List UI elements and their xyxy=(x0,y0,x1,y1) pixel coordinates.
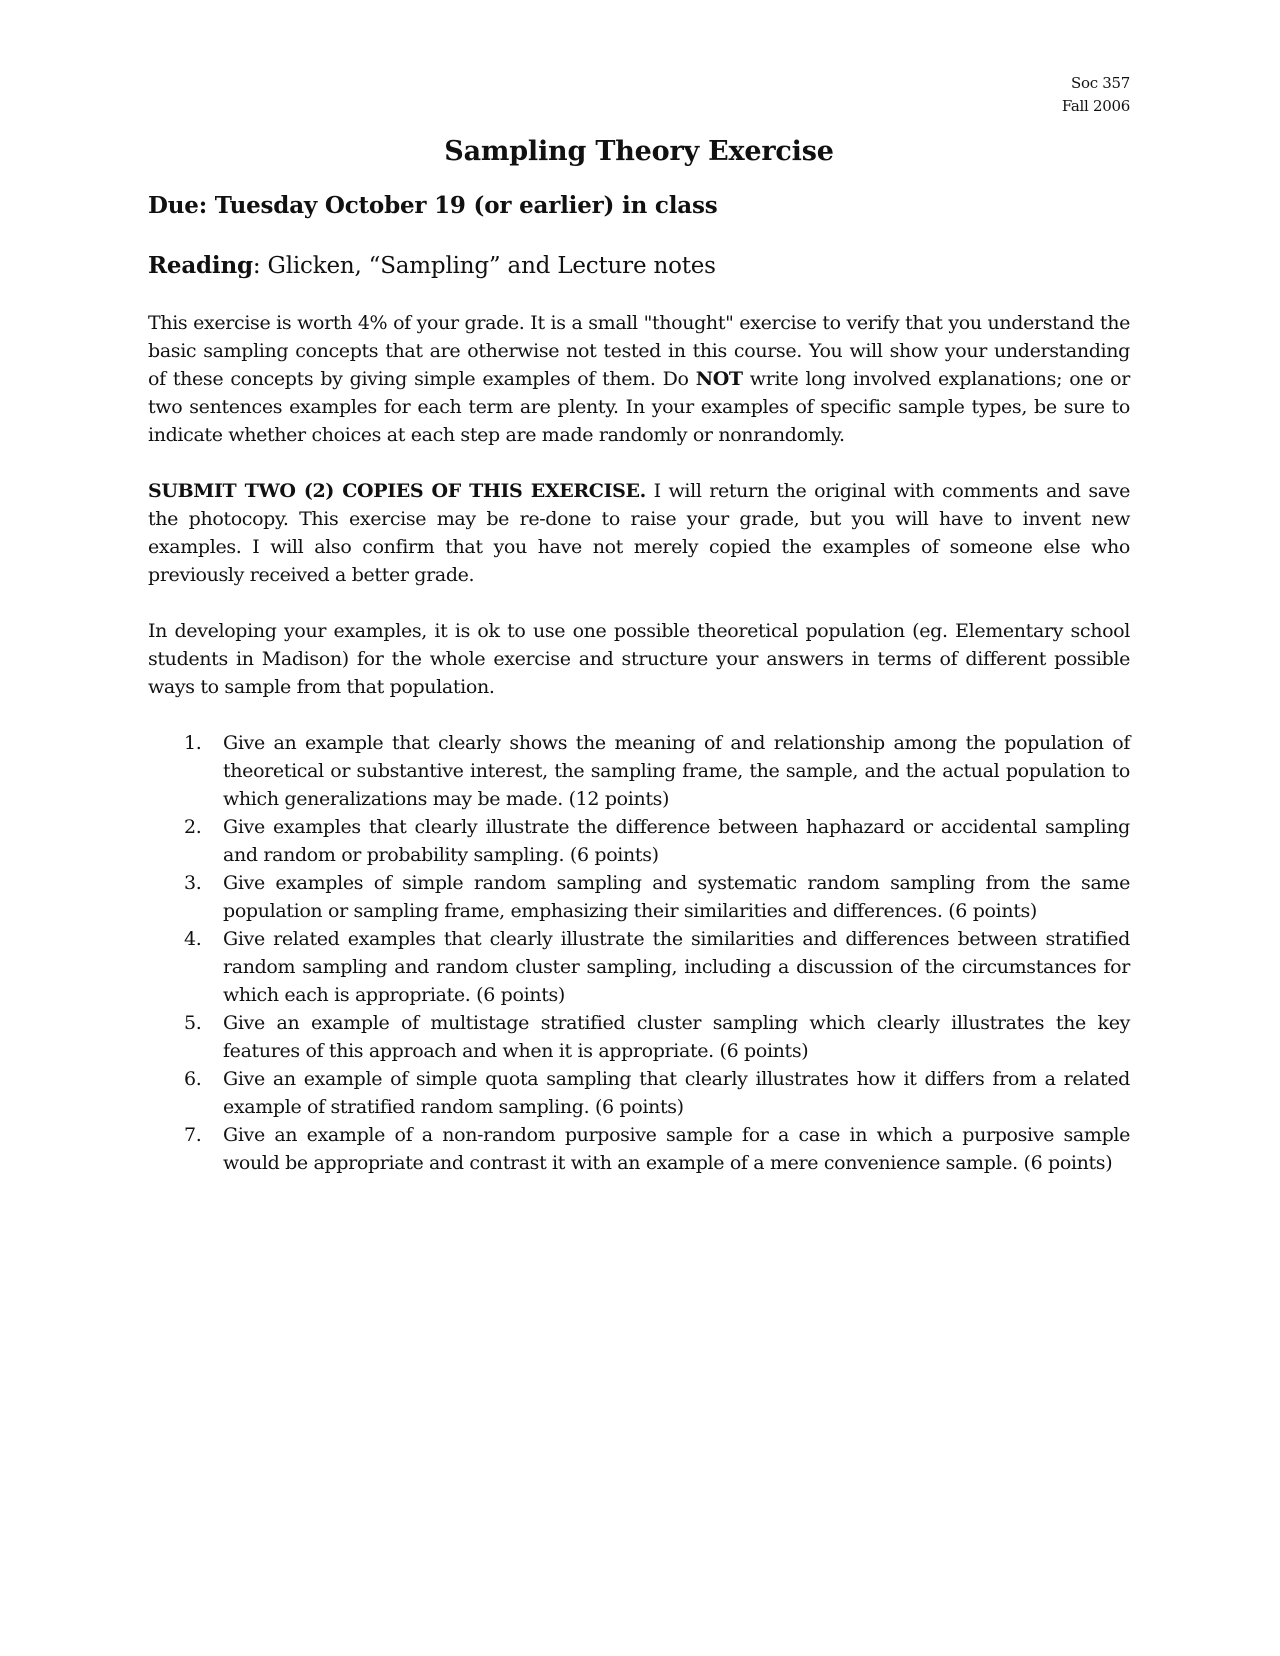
intro-emphasis: NOT xyxy=(695,368,743,390)
intro-paragraph xyxy=(148,309,1130,449)
question-number: 1. xyxy=(184,732,202,754)
question-item xyxy=(148,729,1130,813)
course-code: Soc 357 xyxy=(1070,74,1130,92)
due-date: Due: Tuesday October 19 (or earlier) in class xyxy=(148,192,718,219)
question-number: 6. xyxy=(184,1068,202,1090)
question-item xyxy=(148,925,1130,1009)
question-number: 2. xyxy=(184,816,202,838)
reading-label: Reading xyxy=(148,252,253,279)
submit-heading: SUBMIT TWO (2) COPIES OF THIS EXERCISE. xyxy=(148,480,646,502)
question-number: 4. xyxy=(184,928,202,950)
question-item xyxy=(148,1065,1130,1121)
develop-paragraph: In developing your examples, it is ok to use one possible theoretical population (eg. Elementary school students in Madison) for the whole exercise and structure your answers in terms of different possible ways to sample from that population. xyxy=(148,620,1130,698)
question-item xyxy=(148,1009,1130,1065)
course-term: Fall 2006 xyxy=(1061,97,1130,115)
document-page xyxy=(148,72,1130,1177)
question-number: 7. xyxy=(184,1124,202,1146)
question-list xyxy=(148,729,1130,1177)
submit-paragraph xyxy=(148,477,1130,589)
question-text: Give an example of multistage stratified cluster sampling which clearly illustrates the key features of this approach and when it is appropriate. (6 points) xyxy=(223,1012,1130,1062)
question-number: 3. xyxy=(184,872,202,894)
intro-text-2: write long involved explanations; one or two sentences examples for each term are plenty. In your examples of specific sample types, be sure to indicate whether choices at each step are made randomly or nonrandomly. xyxy=(148,368,1130,446)
reading-text: : Glicken, “Sampling” and Lecture notes xyxy=(252,253,716,279)
course-header xyxy=(148,72,1130,118)
question-text: Give an example that clearly shows the meaning of and relationship among the population of theoretical or substantive interest, the sampling frame, the sample, and the actual population to which generalizations may be made. (12 points) xyxy=(223,732,1130,810)
question-text: Give examples of simple random sampling and systematic random sampling from the same population or sampling frame, emphasizing their similarities and differences. (6 points) xyxy=(223,872,1130,922)
page-title: Sampling Theory Exercise xyxy=(444,136,834,167)
submit-text: I will return the original with comments and save the photocopy. This exercise may be re-done to raise your grade, but you will have to invent new examples. I will also confirm that you have not merely copied the examples of someone else who previously received a better grade. xyxy=(148,480,1130,586)
question-item xyxy=(148,1121,1130,1177)
question-text: Give an example of simple quota sampling that clearly illustrates how it differs from a related example of stratified random sampling. (6 points) xyxy=(223,1068,1130,1118)
question-item xyxy=(148,813,1130,869)
intro-text-1: This exercise is worth 4% of your grade. It is a small "thought" exercise to verify that you understand the basic sampling concepts that are otherwise not tested in this course. You will show your understanding of these concepts by giving simple examples of them. Do xyxy=(148,312,1130,390)
question-text: Give an example of a non-random purposive sample for a case in which a purposive sample would be appropriate and contrast it with an example of a mere convenience sample. (6 points) xyxy=(223,1124,1130,1174)
question-text: Give related examples that clearly illustrate the similarities and differences between stratified random sampling and random cluster sampling, including a discussion of the circumstances for which each is appropriate. (6 points) xyxy=(223,928,1130,1006)
question-text: Give examples that clearly illustrate the difference between haphazard or accidental sampling and random or probability sampling. (6 points) xyxy=(223,816,1130,866)
question-item xyxy=(148,869,1130,925)
reading-assignment xyxy=(148,251,1130,281)
question-number: 5. xyxy=(184,1012,202,1034)
